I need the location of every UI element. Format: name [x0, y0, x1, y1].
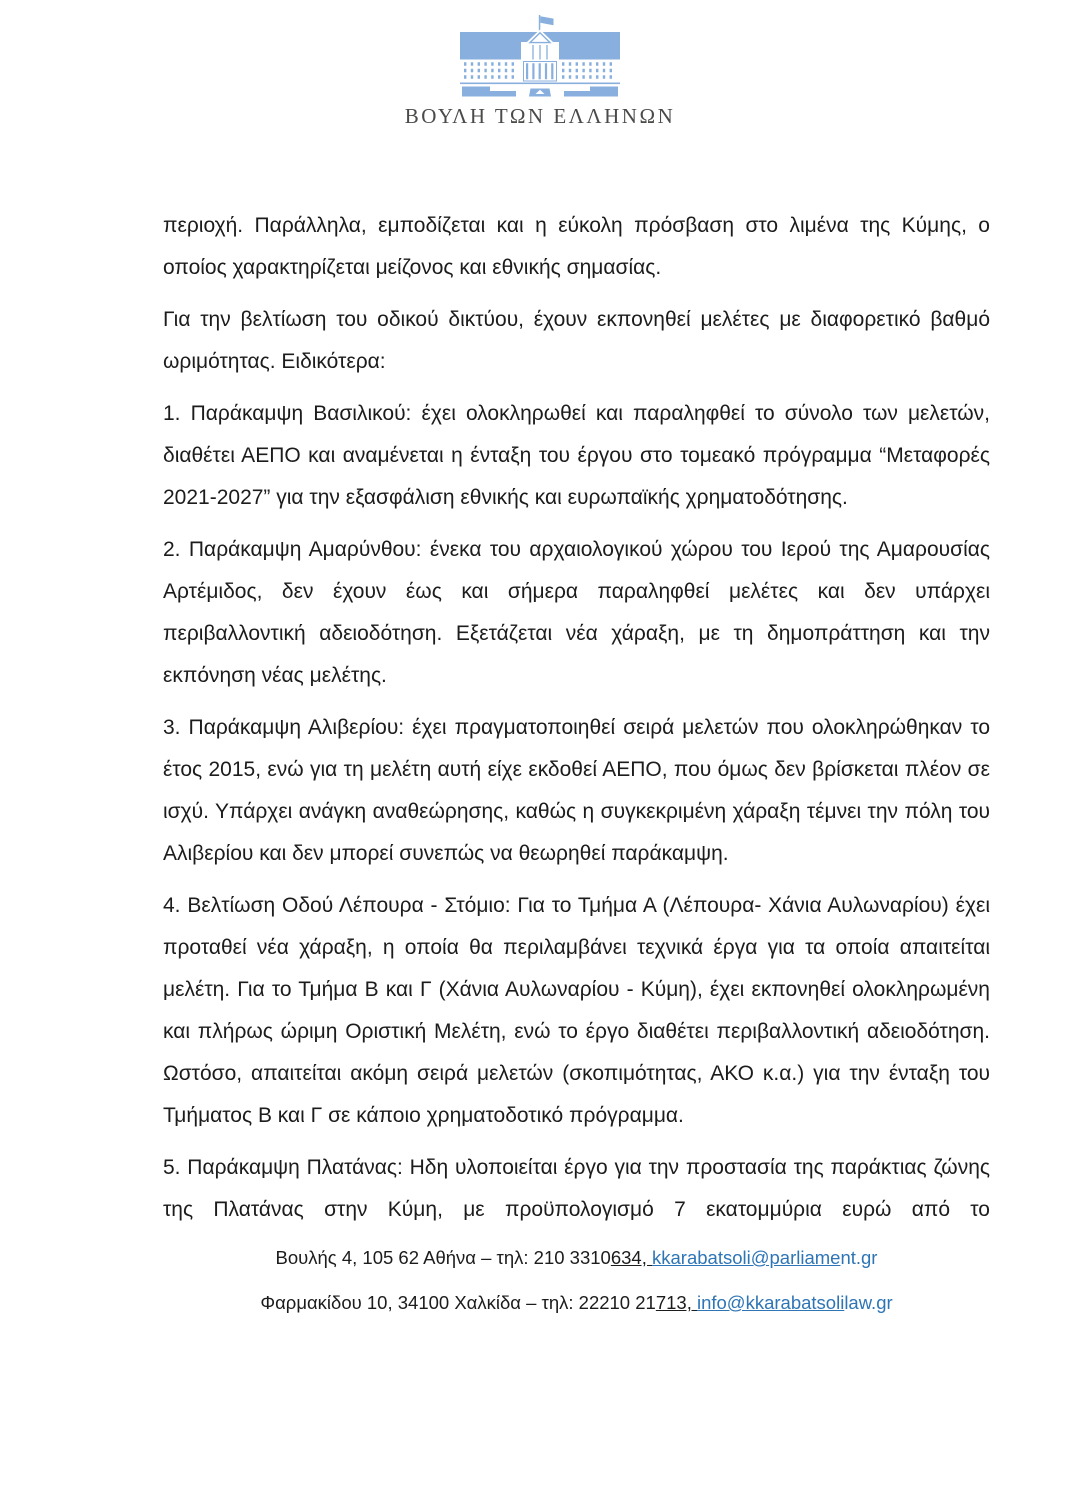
list-item-1: 1. Παράκαμψη Βασιλικού: έχει ολοκληρωθεί και παραληφθεί το σύνολο των μελετών, διαθέτει ΑΕΠΟ και αναμένεται η ένταξη του έργου στο τομεακό πρόγραμμα “Μεταφορές 2021-2027” για την εξασφάλιση εθνικής και ευρωπαϊκής χρηματοδότησης.: [163, 402, 990, 509]
footer-chalkida-phone-underlined: 713,: [655, 1292, 697, 1313]
letterhead: [0, 0, 1080, 129]
letter-body: [163, 205, 990, 1231]
list-item-4: 4. Βελτίωση Οδού Λέπουρα - Στόμιο: Για το Τμήμα Α (Λέπουρα- Χάνια Αυλωναρίου) έχει προταθεί νέα χάραξη, η οποία θα περιλαμβάνει τεχνικά έργα για τα οποία απαιτείται μελέτη. Για το Τμήμα Β και Γ (Χάνια Αυλωναρίου - Κύμη), έχει εκπονηθεί ολοκληρωμένη και πλήρως ώριμη Οριστική Μελέτη, ενώ το έργο διαθέτει περιβαλλοντική αδειοδότηση. Ωστόσο, απαιτείται ακόμη σειρά μελετών (σκοπιμότητας, ΑΚΟ κ.α.) για την ένταξη του Τμήματος Β και Γ σε κάποιο χρηματοδοτικό πρόγραμμα.: [163, 894, 990, 1127]
paragraph-intro-2: Για την βελτίωση του οδικού δικτύου, έχουν εκπονηθεί μελέτες με διαφορετικό βαθμό ωριμότητας. Ειδικότερα:: [163, 308, 990, 373]
list-item-3: 3. Παράκαμψη Αλιβερίου: έχει πραγματοποιηθεί σειρά μελετών που ολοκληρώθηκαν το έτος 2015, ενώ για τη μελέτη αυτή είχε εκδοθεί ΑΕΠΟ, που όμως δεν βρίσκεται πλέον σε ισχύ. Υπάρχει ανάγκη αναθεώρησης, καθώς η συγκεκριμένη χάραξη τέμνει την πόλη του Αλιβερίου και δεν μπορεί συνεπώς να θεωρηθεί παράκαμψη.: [163, 716, 990, 865]
page-footer: [163, 1235, 990, 1325]
footer-athens-phone-underlined: 634,: [610, 1247, 652, 1268]
paragraph-intro-1: περιοχή. Παράλληλα, εμποδίζεται και η εύκολη πρόσβαση στο λιμένα της Κύμης, ο οποίος χαρακτηρίζεται μείζονος και εθνικής σημασίας.: [163, 214, 990, 279]
email-link-parliament[interactable]: kkarabatsoli@parliame: [652, 1247, 841, 1268]
entrance-steps: [462, 87, 618, 97]
flag-pole: [539, 15, 541, 32]
email-link-parliament-tail[interactable]: nt.gr: [840, 1247, 878, 1268]
footer-line-athens: [163, 1235, 990, 1280]
flag-icon: [540, 16, 553, 25]
footer-chalkida-address: Φαρμακίδου 10, 34100 Χαλκίδα – τηλ: 22210 21: [260, 1292, 656, 1313]
email-link-lawoffice-tail[interactable]: law.gr: [844, 1292, 893, 1313]
footer-athens-address: Βουλής 4, 105 62 Αθήνα – τηλ: 210 3310: [275, 1247, 611, 1268]
footer-line-chalkida: [163, 1280, 990, 1325]
list-item-5: 5. Παράκαμψη Πλατάνας: Ηδη υλοποιείται έργο για την προστασία της παράκτιας ζώνης της Πλατάνας στην Κύμη, με προϋπολογισμό 7 εκατομμύρια ευρώ από το: [163, 1156, 990, 1221]
logo-caption: ΒΟΥΛΗ ΤΩΝ ΕΛΛΗΝΩΝ: [404, 104, 676, 128]
email-link-lawoffice[interactable]: info@kkarabatsoli: [696, 1292, 845, 1313]
list-item-2: 2. Παράκαμψη Αμαρύνθου: ένεκα του αρχαιολογικού χώρου του Ιερού της Αμαρουσίας Αρτέμιδος, δεν έχουν έως και σήμερα παραληφθεί μελέτες και δεν υπάρχει περιβαλλοντική αδειοδότηση. Εξετάζεται νέα χάραξη, με τη δημοπράττηση και την εκπόνηση νέας μελέτης.: [163, 538, 990, 687]
hellenic-parliament-logo: [450, 14, 630, 102]
